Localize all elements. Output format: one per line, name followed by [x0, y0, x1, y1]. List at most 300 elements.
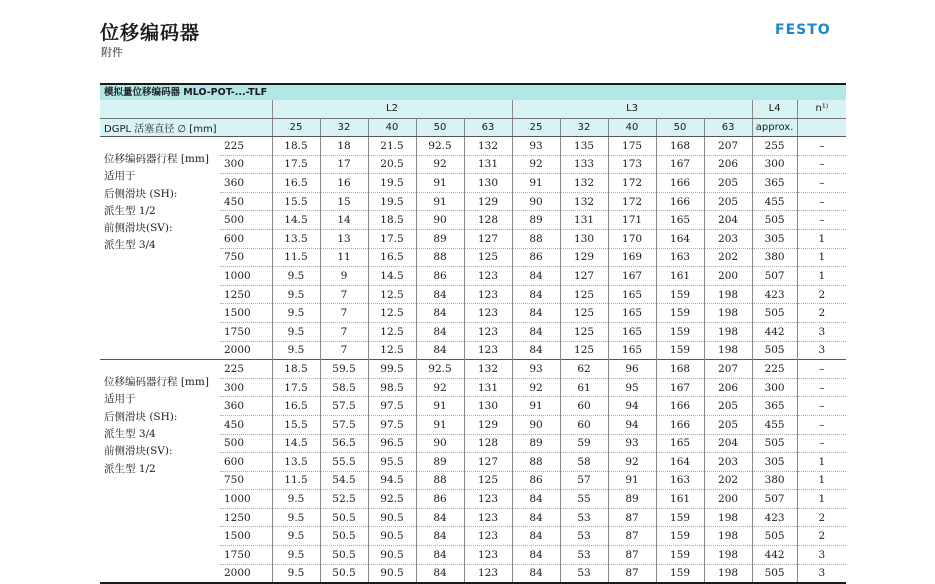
value-cell: 91	[512, 174, 560, 193]
value-cell: 9.5	[272, 285, 320, 304]
value-cell: 91	[416, 174, 464, 193]
l3-diameter: 25	[512, 118, 560, 137]
value-cell: 161	[656, 267, 704, 286]
stroke-cell: 360	[220, 397, 272, 416]
value-cell: 200	[704, 490, 752, 509]
value-cell: –	[797, 415, 846, 434]
value-cell: –	[797, 174, 846, 193]
value-cell: 17	[320, 155, 368, 174]
value-cell: 7	[320, 285, 368, 304]
l2-diameter: 32	[320, 118, 368, 137]
value-cell: 123	[464, 564, 512, 583]
value-cell: 129	[464, 415, 512, 434]
stroke-cell: 300	[220, 155, 272, 174]
value-cell: 90.5	[368, 527, 416, 546]
stroke-cell: 1500	[220, 527, 272, 546]
stroke-cell: 450	[220, 192, 272, 211]
value-cell: 172	[608, 192, 656, 211]
value-cell: 165	[608, 322, 656, 341]
section-label-line: 后侧滑块 (SH):	[104, 410, 178, 423]
value-cell: 2	[797, 508, 846, 527]
value-cell: 198	[704, 322, 752, 341]
value-cell: 131	[560, 211, 608, 230]
value-cell: 205	[704, 415, 752, 434]
value-cell: 53	[560, 564, 608, 583]
value-cell: 159	[656, 546, 704, 565]
value-cell: 84	[512, 322, 560, 341]
value-cell: 90.5	[368, 564, 416, 583]
value-cell: 165	[608, 341, 656, 360]
value-cell: 132	[464, 137, 512, 156]
value-cell: 172	[608, 174, 656, 193]
value-cell: 14.5	[368, 267, 416, 286]
value-cell: 12.5	[368, 322, 416, 341]
stroke-cell: 360	[220, 174, 272, 193]
value-cell: 88	[512, 229, 560, 248]
table-row	[100, 360, 846, 379]
stroke-cell: 1000	[220, 267, 272, 286]
value-cell: 92	[608, 453, 656, 472]
value-cell: 171	[608, 211, 656, 230]
section-label-line: 位移编码器行程 [mm]	[104, 376, 209, 389]
value-cell: –	[797, 397, 846, 416]
value-cell: 87	[608, 527, 656, 546]
value-cell: 89	[608, 490, 656, 509]
value-cell: 365	[752, 397, 797, 416]
header-row-diameters	[100, 118, 846, 137]
stroke-cell: 1250	[220, 285, 272, 304]
value-cell: 53	[560, 508, 608, 527]
value-cell: 165	[656, 434, 704, 453]
section-label-line: 派生型 3/4	[104, 239, 156, 252]
value-cell: 9.5	[272, 508, 320, 527]
value-cell: 57.5	[320, 397, 368, 416]
value-cell: 132	[560, 174, 608, 193]
value-cell: 84	[512, 490, 560, 509]
value-cell: 98.5	[368, 378, 416, 397]
value-cell: 166	[656, 397, 704, 416]
value-cell: 3	[797, 546, 846, 565]
value-cell: 159	[656, 285, 704, 304]
value-cell: 125	[560, 285, 608, 304]
value-cell: 168	[656, 137, 704, 156]
value-cell: 56.5	[320, 434, 368, 453]
value-cell: 92	[512, 155, 560, 174]
l2-diameter: 25	[272, 118, 320, 137]
value-cell: 164	[656, 229, 704, 248]
value-cell: 62	[560, 360, 608, 379]
value-cell: 16	[320, 174, 368, 193]
value-cell: 125	[560, 304, 608, 323]
stroke-cell: 225	[224, 139, 245, 152]
l2-diameter: 50	[416, 118, 464, 137]
dimensions-table	[100, 83, 846, 584]
value-cell: 91	[608, 471, 656, 490]
stroke-cell: 1500	[220, 304, 272, 323]
value-cell: 166	[656, 415, 704, 434]
value-cell: 92	[416, 378, 464, 397]
value-cell: 94	[608, 397, 656, 416]
value-cell: 7	[320, 322, 368, 341]
l3-diameter: 40	[608, 118, 656, 137]
value-cell: 53	[560, 527, 608, 546]
value-cell: 87	[608, 508, 656, 527]
value-cell: 86	[512, 248, 560, 267]
value-cell: 168	[656, 360, 704, 379]
value-cell: 17.5	[272, 378, 320, 397]
l2-diameter: 40	[368, 118, 416, 137]
value-cell: 89	[512, 211, 560, 230]
value-cell: 18.5	[272, 360, 320, 379]
value-cell: 86	[416, 490, 464, 509]
value-cell: 123	[464, 267, 512, 286]
value-cell: 60	[560, 415, 608, 434]
value-cell: 95	[608, 378, 656, 397]
value-cell: –	[797, 434, 846, 453]
value-cell: 88	[512, 453, 560, 472]
value-cell: 159	[656, 527, 704, 546]
value-cell: 505	[752, 564, 797, 583]
value-cell: 86	[512, 471, 560, 490]
l4-approx: approx.	[752, 118, 797, 137]
value-cell: 507	[752, 490, 797, 509]
value-cell: 84	[416, 527, 464, 546]
value-cell: 84	[416, 322, 464, 341]
value-cell: 198	[704, 527, 752, 546]
table-row	[100, 137, 846, 156]
value-cell: –	[797, 378, 846, 397]
value-cell: 84	[416, 564, 464, 583]
row-label: DGPL 活塞直径 ∅ [mm]	[100, 118, 272, 137]
value-cell: 167	[656, 378, 704, 397]
value-cell: 130	[560, 229, 608, 248]
value-cell: 130	[464, 397, 512, 416]
l2-header: L2	[272, 100, 512, 118]
value-cell: 165	[608, 285, 656, 304]
value-cell: 135	[560, 137, 608, 156]
value-cell: 61	[560, 378, 608, 397]
value-cell: 90.5	[368, 546, 416, 565]
stroke-cell: 1750	[220, 546, 272, 565]
value-cell: 15	[320, 192, 368, 211]
value-cell: 15.5	[272, 415, 320, 434]
value-cell: 87	[608, 546, 656, 565]
value-cell: 84	[512, 304, 560, 323]
value-cell: 11.5	[272, 471, 320, 490]
value-cell: 92.5	[416, 360, 464, 379]
value-cell: 84	[416, 304, 464, 323]
value-cell: 1	[797, 248, 846, 267]
value-cell: 84	[512, 285, 560, 304]
value-cell: 163	[656, 248, 704, 267]
value-cell: 92	[416, 155, 464, 174]
value-cell: 93	[512, 137, 560, 156]
stroke-cell: 2000	[220, 564, 272, 583]
l2-diameter: 63	[464, 118, 512, 137]
value-cell: 59	[560, 434, 608, 453]
value-cell: 12.5	[368, 341, 416, 360]
value-cell: 86	[416, 267, 464, 286]
value-cell: 58.5	[320, 378, 368, 397]
value-cell: 207	[704, 360, 752, 379]
value-cell: 204	[704, 434, 752, 453]
value-cell: 129	[560, 248, 608, 267]
stroke-cell: 750	[220, 248, 272, 267]
value-cell: 205	[704, 397, 752, 416]
value-cell: 3	[797, 341, 846, 360]
value-cell: 173	[608, 155, 656, 174]
value-cell: 17.5	[368, 229, 416, 248]
value-cell: 132	[560, 192, 608, 211]
value-cell: 92	[512, 378, 560, 397]
value-cell: 125	[560, 322, 608, 341]
value-cell: 123	[464, 285, 512, 304]
value-cell: 96	[608, 360, 656, 379]
value-cell: 13.5	[272, 453, 320, 472]
value-cell: 57	[560, 471, 608, 490]
value-cell: 125	[464, 471, 512, 490]
value-cell: 3	[797, 322, 846, 341]
value-cell: 164	[656, 453, 704, 472]
value-cell: 423	[752, 285, 797, 304]
value-cell: 123	[464, 527, 512, 546]
value-cell: 380	[752, 471, 797, 490]
value-cell: 305	[752, 229, 797, 248]
value-cell: 200	[704, 267, 752, 286]
value-cell: 90	[512, 192, 560, 211]
value-cell: 255	[752, 137, 797, 156]
value-cell: 9.5	[272, 490, 320, 509]
value-cell: 84	[512, 546, 560, 565]
value-cell: 89	[416, 453, 464, 472]
stroke-cell: 1750	[220, 322, 272, 341]
value-cell: 202	[704, 471, 752, 490]
value-cell: 2	[797, 527, 846, 546]
value-cell: 9.5	[272, 546, 320, 565]
value-cell: 9.5	[272, 322, 320, 341]
value-cell: 84	[416, 546, 464, 565]
value-cell: 50.5	[320, 564, 368, 583]
value-cell: 59.5	[320, 360, 368, 379]
stroke-cell: 1250	[220, 508, 272, 527]
value-cell: 11	[320, 248, 368, 267]
value-cell: –	[797, 211, 846, 230]
value-cell: 20.5	[368, 155, 416, 174]
value-cell: 84	[416, 508, 464, 527]
stroke-cell: 600	[220, 229, 272, 248]
value-cell: 169	[608, 248, 656, 267]
value-cell: 161	[656, 490, 704, 509]
section-label	[100, 360, 220, 584]
header-row-groups	[100, 100, 846, 118]
section-label-line: 派生型 1/2	[104, 204, 156, 217]
value-cell: 423	[752, 508, 797, 527]
l4-header: L4	[752, 100, 797, 118]
section-label-line: 前侧滑块(SV):	[104, 445, 173, 458]
value-cell: 159	[656, 341, 704, 360]
value-cell: 95.5	[368, 453, 416, 472]
value-cell: 507	[752, 267, 797, 286]
value-cell: 50.5	[320, 508, 368, 527]
value-cell: 131	[464, 378, 512, 397]
value-cell: 165	[656, 211, 704, 230]
value-cell: 365	[752, 174, 797, 193]
value-cell: 205	[704, 174, 752, 193]
value-cell: 9	[320, 267, 368, 286]
section-label	[100, 137, 220, 360]
stroke-cell: 450	[220, 415, 272, 434]
value-cell: 175	[608, 137, 656, 156]
l3-diameter: 63	[704, 118, 752, 137]
l3-diameter: 32	[560, 118, 608, 137]
value-cell: 128	[464, 211, 512, 230]
value-cell: 1	[797, 229, 846, 248]
value-cell: 1	[797, 490, 846, 509]
value-cell: 2	[797, 304, 846, 323]
value-cell: 7	[320, 304, 368, 323]
value-cell: 97.5	[368, 415, 416, 434]
value-cell: 84	[512, 341, 560, 360]
value-cell: 167	[608, 267, 656, 286]
value-cell: 1	[797, 471, 846, 490]
value-cell: 2	[797, 285, 846, 304]
value-cell: 159	[656, 508, 704, 527]
value-cell: 58	[560, 453, 608, 472]
value-cell: 84	[512, 267, 560, 286]
value-cell: 94.5	[368, 471, 416, 490]
value-cell: 90	[416, 434, 464, 453]
value-cell: 300	[752, 378, 797, 397]
value-cell: 54.5	[320, 471, 368, 490]
value-cell: 133	[560, 155, 608, 174]
value-cell: 198	[704, 304, 752, 323]
value-cell: 380	[752, 248, 797, 267]
value-cell: 170	[608, 229, 656, 248]
value-cell: 167	[656, 155, 704, 174]
value-cell: 206	[704, 155, 752, 174]
value-cell: 99.5	[368, 360, 416, 379]
value-cell: 9.5	[272, 527, 320, 546]
value-cell: 159	[656, 322, 704, 341]
value-cell: 13.5	[272, 229, 320, 248]
dimensions-grid	[100, 100, 846, 584]
value-cell: 166	[656, 174, 704, 193]
value-cell: 207	[704, 137, 752, 156]
value-cell: 84	[512, 527, 560, 546]
value-cell: 60	[560, 397, 608, 416]
value-cell: 203	[704, 229, 752, 248]
value-cell: 159	[656, 304, 704, 323]
value-cell: –	[797, 192, 846, 211]
value-cell: 55.5	[320, 453, 368, 472]
value-cell: 123	[464, 508, 512, 527]
value-cell: 19.5	[368, 192, 416, 211]
value-cell: 3	[797, 564, 846, 583]
value-cell: 84	[512, 508, 560, 527]
value-cell: 94	[608, 415, 656, 434]
stroke-cell: 500	[220, 211, 272, 230]
value-cell: 14.5	[272, 434, 320, 453]
value-cell: 90	[416, 211, 464, 230]
value-cell: 198	[704, 564, 752, 583]
value-cell: 89	[416, 229, 464, 248]
value-cell: 442	[752, 322, 797, 341]
value-cell: 123	[464, 304, 512, 323]
value-cell: 131	[464, 155, 512, 174]
value-cell: 129	[464, 192, 512, 211]
value-cell: 127	[464, 453, 512, 472]
value-cell: 55	[560, 490, 608, 509]
value-cell: 123	[464, 490, 512, 509]
value-cell: 1	[797, 267, 846, 286]
value-cell: 455	[752, 415, 797, 434]
value-cell: 123	[464, 322, 512, 341]
stroke-cell: 300	[220, 378, 272, 397]
value-cell: 53	[560, 546, 608, 565]
value-cell: 505	[752, 527, 797, 546]
value-cell: 9.5	[272, 304, 320, 323]
value-cell: 15.5	[272, 192, 320, 211]
value-cell: 7	[320, 341, 368, 360]
value-cell: 1	[797, 453, 846, 472]
n-header: n¹⁾	[797, 100, 846, 118]
value-cell: 455	[752, 192, 797, 211]
value-cell: 52.5	[320, 490, 368, 509]
value-cell: 19.5	[368, 174, 416, 193]
value-cell: 16.5	[272, 174, 320, 193]
page-subtitle: 附件	[101, 46, 123, 59]
value-cell: 225	[752, 360, 797, 379]
value-cell: 87	[608, 564, 656, 583]
value-cell: 84	[416, 341, 464, 360]
section-label-line: 派生型 1/2	[104, 462, 156, 475]
value-cell: 91	[416, 415, 464, 434]
table-body	[100, 137, 846, 584]
value-cell: 125	[464, 248, 512, 267]
section-label-line: 位移编码器行程 [mm]	[104, 153, 209, 165]
section-label-line: 适用于	[104, 170, 136, 183]
value-cell: 50.5	[320, 527, 368, 546]
value-cell: –	[797, 137, 846, 156]
value-cell: 90.5	[368, 508, 416, 527]
section-label-line: 后侧滑块 (SH):	[104, 187, 178, 200]
value-cell: –	[797, 360, 846, 379]
value-cell: 18.5	[272, 137, 320, 156]
section-label-line: 适用于	[104, 393, 136, 406]
value-cell: 166	[656, 192, 704, 211]
value-cell: 91	[512, 397, 560, 416]
value-cell: 125	[560, 341, 608, 360]
value-cell: 204	[704, 211, 752, 230]
value-cell: 12.5	[368, 304, 416, 323]
value-cell: 14.5	[272, 211, 320, 230]
value-cell: 21.5	[368, 137, 416, 156]
table-title: 模拟量位移编码器 MLO-POT-...-TLF	[100, 83, 846, 100]
value-cell: 198	[704, 285, 752, 304]
value-cell: 127	[464, 229, 512, 248]
value-cell: 13	[320, 229, 368, 248]
value-cell: 14	[320, 211, 368, 230]
value-cell: 442	[752, 546, 797, 565]
page-title: 位移编码器	[100, 22, 201, 44]
value-cell: 9.5	[272, 564, 320, 583]
value-cell: 505	[752, 304, 797, 323]
section-label-line: 派生型 3/4	[104, 428, 156, 441]
stroke-cell: 1000	[220, 490, 272, 509]
value-cell: 17.5	[272, 155, 320, 174]
value-cell: 11.5	[272, 248, 320, 267]
value-cell: 88	[416, 471, 464, 490]
